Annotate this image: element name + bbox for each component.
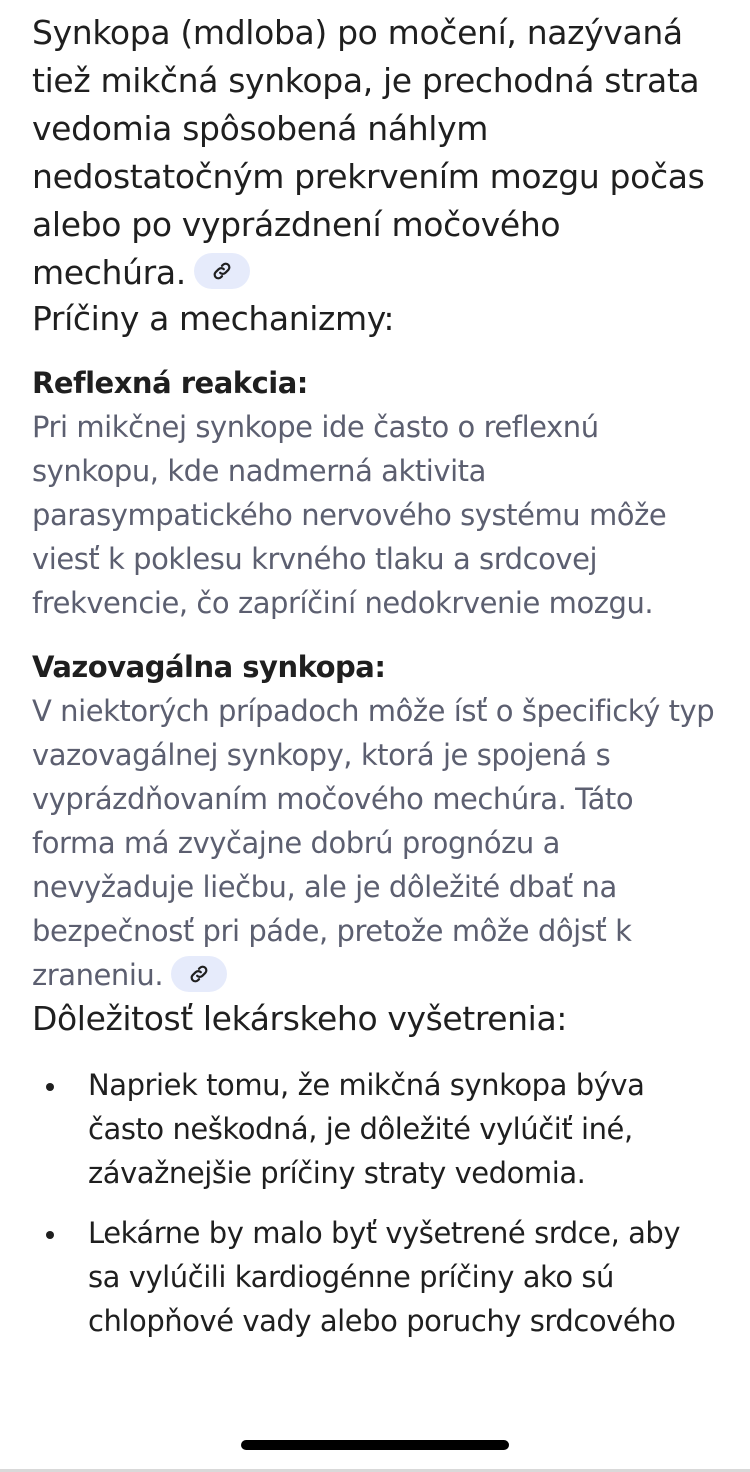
home-indicator[interactable] <box>241 1440 509 1450</box>
vasovagal-text: V niektorých prípadoch môže ísť o špecifický typ vazovagálnej synkopy, ktorá je spojená s vyprázdňovaním močového mechúra. Táto forma má zvyčajne dobrú prognózu a nevyžaduje liečbu, ale je dôležité dbať na bezpečnosť pri páde, pretože môže dôjsť k zraneniu. <box>32 694 715 992</box>
reflex-heading: Reflexná reakcia: <box>32 366 308 400</box>
list-item: Lekárne by malo byť vyšetrené srdce, aby sa vylúčili kardiogénne príčiny ako sú chlopňové vady alebo poruchy srdcového <box>32 1211 718 1343</box>
vasovagal-paragraph <box>32 689 718 997</box>
link-icon <box>188 963 210 985</box>
vasovagal-heading: Vazovagálna synkopa: <box>32 650 386 684</box>
causes-heading: Príčiny a mechanizmy: <box>32 299 395 338</box>
link-icon <box>211 260 233 282</box>
importance-list <box>32 1063 718 1343</box>
list-item: Napriek tomu, že mikčná synkopa býva často neškodná, je dôležité vylúčiť iné, závažnejšie príčiny straty vedomia. <box>32 1063 718 1195</box>
intro-paragraph <box>32 9 718 297</box>
citation-chip[interactable] <box>171 956 227 992</box>
intro-text: Synkopa (mdloba) po močení, nazývaná tiež mikčná synkopa, je prechodná strata vedomia spôsobená náhlym nedostatočným prekrvením mozgu počas alebo po vyprázdnení močového mechúra. <box>32 13 705 292</box>
reflex-text: Pri mikčnej synkope ide často o reflexnú synkopu, kde nadmerná aktivita parasympatického nervového systému môže viesť k poklesu krvného tlaku a srdcovej frekvencie, čo zapríčiní nedokrvenie mozgu. <box>32 410 667 620</box>
citation-chip[interactable] <box>194 253 250 289</box>
importance-heading: Dôležitosť lekárskeho vyšetrenia: <box>32 999 567 1038</box>
